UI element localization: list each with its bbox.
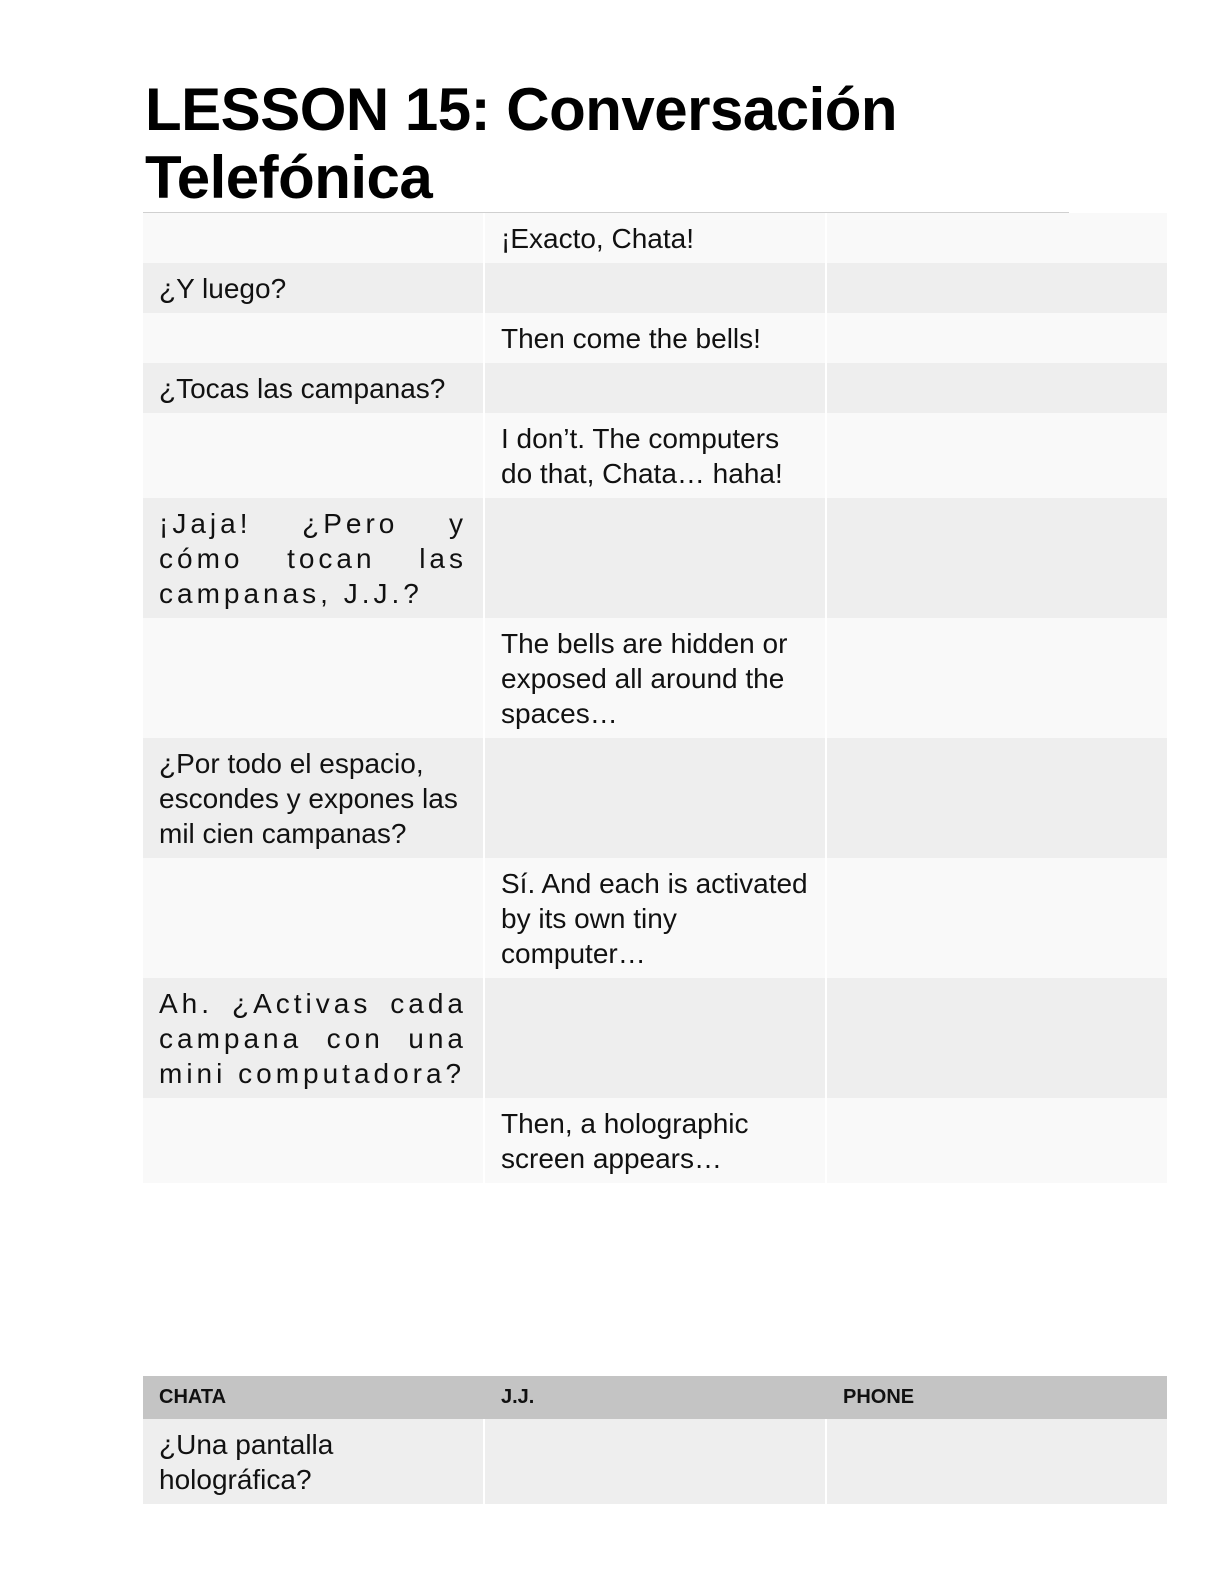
chata-cell (143, 858, 484, 978)
column-header-chata: CHATA (143, 1376, 484, 1419)
chata-cell (143, 413, 484, 498)
chata-cell (143, 618, 484, 738)
chata-cell: ¿Y luego? (143, 263, 484, 313)
chata-cell (143, 213, 484, 263)
phone-cell (826, 363, 1167, 413)
jj-cell: Then, a holographic screen appears… (484, 1098, 826, 1183)
table-row (143, 1419, 1167, 1504)
conversation-table (143, 213, 1167, 1183)
jj-cell (484, 263, 826, 313)
chata-cell: Ah. ¿Activas cada campana con una mini computadora? (143, 978, 484, 1098)
table-row (143, 858, 1167, 978)
table-row (143, 313, 1167, 363)
phone-cell (826, 1098, 1167, 1183)
jj-cell: Sí. And each is activated by its own tiny computer… (484, 858, 826, 978)
phone-cell (826, 1419, 1167, 1504)
jj-cell (484, 738, 826, 858)
phone-cell (826, 498, 1167, 618)
phone-cell (826, 618, 1167, 738)
table-row (143, 213, 1167, 263)
phone-cell (826, 738, 1167, 858)
jj-cell (484, 498, 826, 618)
phone-cell (826, 263, 1167, 313)
column-header-phone: PHONE (826, 1376, 1167, 1419)
phone-cell (826, 978, 1167, 1098)
chata-cell: ¡Jaja! ¿Pero y cómo tocan las campanas, J.J.? (143, 498, 484, 618)
chata-cell: ¿Una pantalla holográfica? (143, 1419, 484, 1504)
table-row (143, 1098, 1167, 1183)
table-row (143, 263, 1167, 313)
column-header-jj: J.J. (484, 1376, 826, 1419)
chata-cell: ¿Tocas las campanas? (143, 363, 484, 413)
table-row (143, 618, 1167, 738)
table-header-row (143, 1376, 1167, 1419)
conversation-table-continued (143, 1376, 1167, 1504)
table-row (143, 978, 1167, 1098)
phone-cell (826, 313, 1167, 363)
jj-cell: The bells are hidden or exposed all around the spaces… (484, 618, 826, 738)
jj-cell (484, 978, 826, 1098)
table-row (143, 498, 1167, 618)
jj-cell (484, 1419, 826, 1504)
phone-cell (826, 413, 1167, 498)
jj-cell (484, 363, 826, 413)
chata-cell: ¿Por todo el espacio, escondes y expones las mil cien campanas? (143, 738, 484, 858)
jj-cell: I don’t. The computers do that, Chata… haha! (484, 413, 826, 498)
chata-cell (143, 1098, 484, 1183)
table-row (143, 413, 1167, 498)
page-title: LESSON 15: Conversación Telefónica (145, 76, 898, 211)
chata-cell (143, 313, 484, 363)
table-row (143, 738, 1167, 858)
jj-cell: ¡Exacto, Chata! (484, 213, 826, 263)
table-row (143, 363, 1167, 413)
jj-cell: Then come the bells! (484, 313, 826, 363)
phone-cell (826, 858, 1167, 978)
phone-cell (826, 213, 1167, 263)
